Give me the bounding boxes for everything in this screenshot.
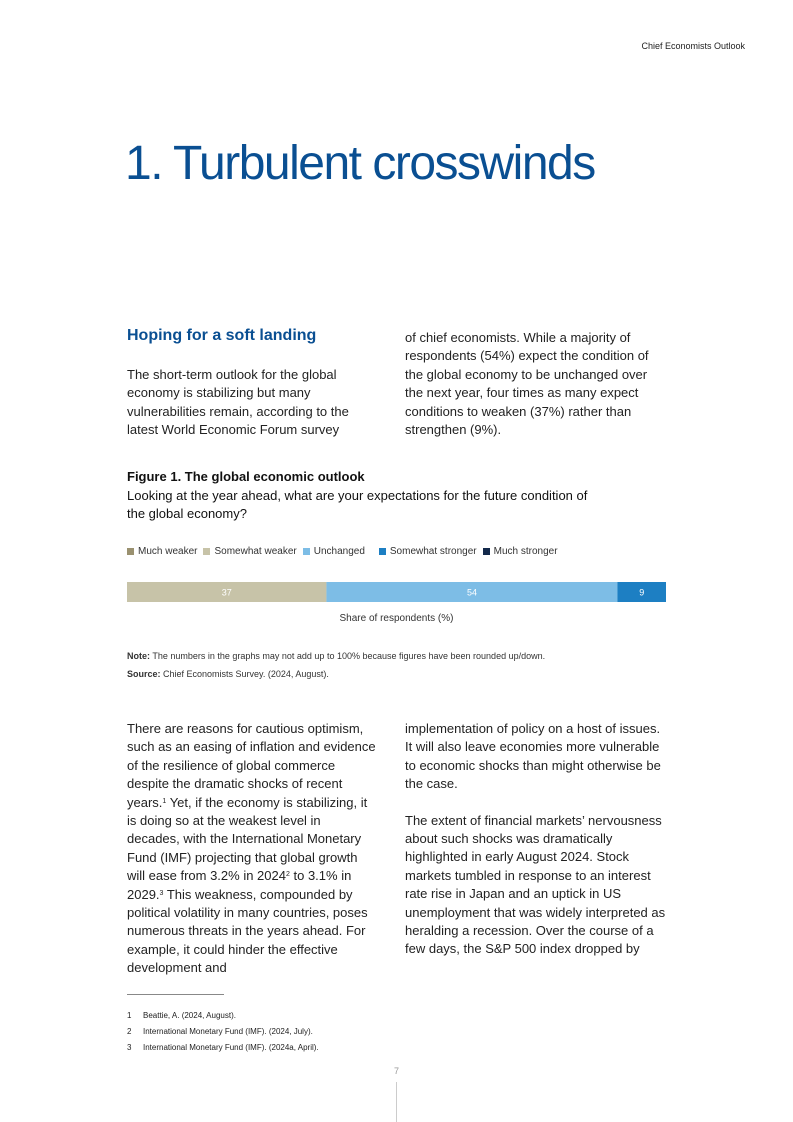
legend-item	[203, 546, 296, 557]
page-number: 7	[393, 1066, 399, 1076]
footnote-number: 2	[127, 1027, 132, 1036]
body-column-left	[127, 720, 377, 978]
page-divider	[396, 1082, 397, 1122]
note-label: Note:	[127, 651, 150, 661]
footnote-item	[127, 1040, 319, 1056]
bar-data-label: 54	[466, 587, 477, 598]
legend-label: Somewhat stronger	[389, 546, 477, 557]
footnote-text: International Monetary Fund (IMF). (2024a, April).	[143, 1043, 319, 1052]
legend-swatch	[303, 548, 310, 555]
intro-paragraph-right: of chief economists. While a majority of respondents (54%) expect the condition of the global economy to be unchanged over the next year, four times as many expect conditions to weaken (37%) rather than strengthen (9%).	[405, 330, 649, 438]
chart-legend	[127, 546, 564, 557]
body-paragraph: implementation of policy on a host of issues. It will also leave economies more vulnerable to economic shocks than might otherwise be the case.	[405, 721, 661, 792]
footnotes	[127, 1008, 319, 1056]
bar-data-label: 9	[639, 587, 645, 598]
note-text: The numbers in the graphs may not add up to 100% because figures have been rounded up/down.	[150, 651, 546, 661]
figure-title: Figure 1. The global economic outlook	[127, 469, 365, 484]
footnote-ref-1[interactable]: 1	[162, 797, 167, 805]
legend-swatch	[203, 548, 210, 555]
body-text: Yet, if the economy is stabilizing, it is doing so at the weakest level in decades, with the International Monetary Fund (IMF) projecting that global growth will ease from 3.2% in 2024	[127, 794, 368, 884]
legend-label: Unchanged	[313, 546, 365, 557]
figure-source	[127, 669, 329, 679]
figure-subtitle: Looking at the year ahead, what are your expectations for the future condition of the global economy?	[127, 488, 588, 522]
body-text: This weakness, compounded by political volatility in many countries, poses numerous threats in the years ahead. For example, it could hinder the effective development and	[127, 886, 368, 976]
footnote-ref-3[interactable]: 3	[159, 889, 164, 897]
footnote-number: 3	[127, 1043, 132, 1052]
legend-swatch	[127, 548, 134, 555]
legend-item	[127, 546, 197, 557]
body-paragraph: The extent of financial markets’ nervousness about such shocks was dramatically highlighted in early August 2024. Stock markets tumbled in response to an interest rate rise in Japan and an uptick in US unemployment that was widely interpreted as heralding a recession. Over the course of a few days, the S&P 500 index dropped by	[405, 812, 666, 957]
legend-item	[483, 546, 558, 557]
footnote-item	[127, 1008, 319, 1024]
footnote-text: Beattie, A. (2024, August).	[143, 1011, 236, 1020]
legend-label: Much stronger	[493, 546, 558, 557]
footnote-item	[127, 1024, 319, 1040]
x-axis-label: Share of respondents (%)	[339, 613, 454, 624]
chapter-title: 1. Turbulent crosswinds	[125, 137, 595, 190]
legend-swatch	[379, 548, 386, 555]
legend-item	[379, 546, 477, 557]
chart-svg	[127, 582, 666, 602]
body-text: to 3.1% in 2029.	[127, 868, 352, 902]
footnote-divider	[127, 994, 224, 995]
legend-swatch	[483, 548, 490, 555]
body-text: There are reasons for cautious optimism, such as an easing of inflation and evidence of the resilience of global commerce despite the dramatic shocks of recent years.	[127, 721, 376, 810]
legend-label: Somewhat weaker	[214, 546, 297, 557]
legend-item	[303, 546, 365, 557]
legend-label: Much weaker	[138, 546, 198, 557]
stacked-bar-chart	[127, 582, 666, 602]
source-text: Chief Economists Survey. (2024, August).	[160, 669, 329, 679]
bar-data-label: 37	[221, 587, 232, 598]
body-column-right	[405, 720, 667, 959]
footnote-text: International Monetary Fund (IMF). (2024, July).	[143, 1027, 313, 1036]
footnote-ref-2[interactable]: 2	[285, 871, 290, 879]
footnote-number: 1	[127, 1011, 132, 1020]
running-header: Chief Economists Outlook	[641, 41, 745, 51]
section-heading: Hoping for a soft landing	[127, 327, 317, 344]
figure-note	[127, 651, 545, 661]
source-label: Source:	[127, 669, 161, 679]
intro-paragraph-left: The short-term outlook for the global economy is stabilizing but many vulnerabilities remain, according to the latest World Economic Forum survey	[127, 367, 349, 438]
